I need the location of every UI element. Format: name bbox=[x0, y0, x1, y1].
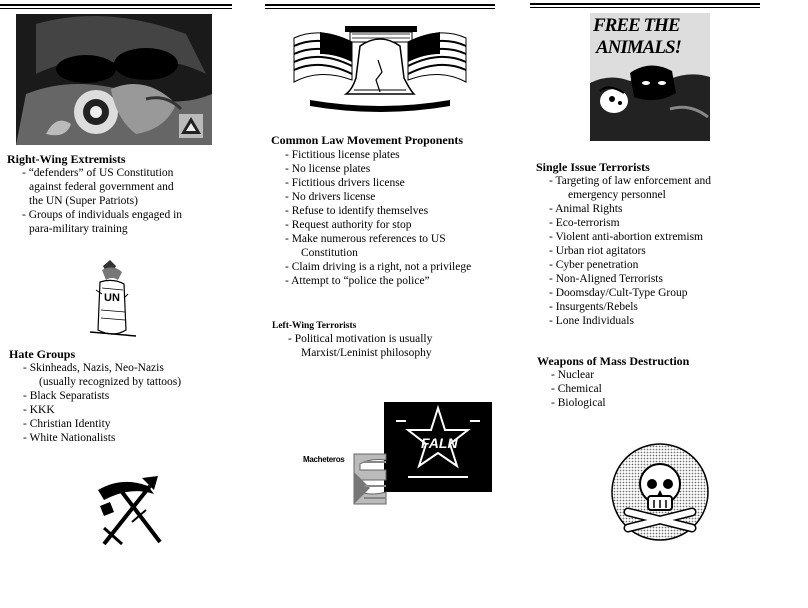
poster-title-line1: FREE THE bbox=[593, 15, 680, 36]
list-item: - Cyber penetration bbox=[549, 259, 639, 271]
list-item: - Skinheads, Nazis, Neo-Nazis bbox=[23, 362, 164, 374]
list-item: - Eco-terrorism bbox=[549, 217, 620, 229]
top-rule-col2 bbox=[265, 4, 495, 6]
right-wing-list bbox=[22, 166, 182, 236]
left-wing-list bbox=[288, 332, 432, 360]
top-rule-col3 bbox=[530, 3, 760, 5]
anti-un-figure bbox=[88, 260, 138, 340]
list-item: (usually recognized by tattoos) bbox=[39, 376, 182, 388]
list-item: - Urban riot agitators bbox=[549, 245, 646, 257]
left-wing-heading: Left-Wing Terrorists bbox=[272, 321, 357, 331]
wmd-heading: Weapons of Mass Destruction bbox=[537, 354, 690, 368]
hate-groups-heading: Hate Groups bbox=[9, 347, 76, 361]
list-item: - Lone Individuals bbox=[549, 315, 634, 327]
hate-groups-list bbox=[23, 361, 181, 445]
macheteros-flag-emblem bbox=[350, 452, 390, 506]
single-issue-heading: Single Issue Terrorists bbox=[536, 160, 650, 174]
list-item: emergency personnel bbox=[568, 189, 666, 201]
list-item: - Make numerous references to US bbox=[285, 233, 446, 245]
liberty-bell-flags-illustration bbox=[290, 20, 470, 112]
list-item: - Request authority for stop bbox=[285, 219, 412, 231]
list-item: - Attempt to “police the police” bbox=[285, 275, 430, 287]
faln-star-logo bbox=[384, 402, 492, 492]
list-item: - “defenders” of US Constitution bbox=[22, 167, 174, 179]
list-item: against federal government and bbox=[29, 181, 174, 193]
list-item: Constitution bbox=[301, 247, 358, 259]
macheteros-label: Macheteros bbox=[303, 455, 345, 464]
top-rule-col3-thin bbox=[530, 7, 760, 8]
free-the-animals-poster bbox=[590, 13, 710, 141]
list-item: - Black Separatists bbox=[23, 390, 110, 402]
common-law-heading: Common Law Movement Proponents bbox=[271, 133, 464, 147]
list-item: - Claim driving is a right, not a privilege bbox=[285, 261, 472, 273]
single-issue-list bbox=[549, 174, 711, 328]
list-item: - Fictitious license plates bbox=[285, 149, 400, 161]
list-item: para-military training bbox=[29, 223, 128, 235]
list-item: - No drivers license bbox=[285, 191, 376, 203]
list-item: - Christian Identity bbox=[23, 418, 111, 430]
masked-militia-photo bbox=[16, 14, 212, 145]
list-item: - Doomsday/Cult-Type Group bbox=[549, 287, 688, 299]
wmd-list bbox=[551, 368, 606, 410]
common-law-list bbox=[285, 148, 471, 288]
list-item: Marxist/Leninist philosophy bbox=[301, 347, 432, 359]
list-item: - Targeting of law enforcement and bbox=[549, 175, 711, 187]
list-item: - Nuclear bbox=[551, 369, 595, 381]
list-item: - KKK bbox=[23, 404, 55, 416]
list-item: - Chemical bbox=[551, 383, 602, 395]
skull-crossbones-icon bbox=[610, 442, 710, 542]
list-item: - Violent anti-abortion extremism bbox=[549, 231, 703, 243]
top-rule-col1-thin bbox=[0, 8, 232, 9]
list-item: the UN (Super Patriots) bbox=[29, 195, 138, 207]
list-item: - Political motivation is usually bbox=[288, 333, 433, 345]
list-item: - Insurgents/Rebels bbox=[549, 301, 638, 313]
poster-title-line2: ANIMALS! bbox=[596, 37, 681, 58]
list-item: - No license plates bbox=[285, 163, 371, 175]
list-item: - Non-Aligned Terrorists bbox=[549, 273, 663, 285]
list-item: - Refuse to identify themselves bbox=[285, 205, 429, 217]
faln-label: FALN bbox=[421, 435, 458, 451]
hammer-sword-emblem bbox=[92, 472, 172, 548]
top-rule-col1 bbox=[0, 4, 232, 6]
list-item: - Biological bbox=[551, 397, 606, 409]
list-item: - Animal Rights bbox=[549, 203, 623, 215]
list-item: - Groups of individuals engaged in bbox=[22, 209, 183, 221]
right-wing-heading: Right-Wing Extremists bbox=[7, 152, 126, 166]
list-item: - Fictitious drivers license bbox=[285, 177, 405, 189]
top-rule-col2-thin bbox=[265, 8, 495, 9]
un-badge-label: UN bbox=[104, 292, 120, 304]
list-item: - White Nationalists bbox=[23, 432, 116, 444]
